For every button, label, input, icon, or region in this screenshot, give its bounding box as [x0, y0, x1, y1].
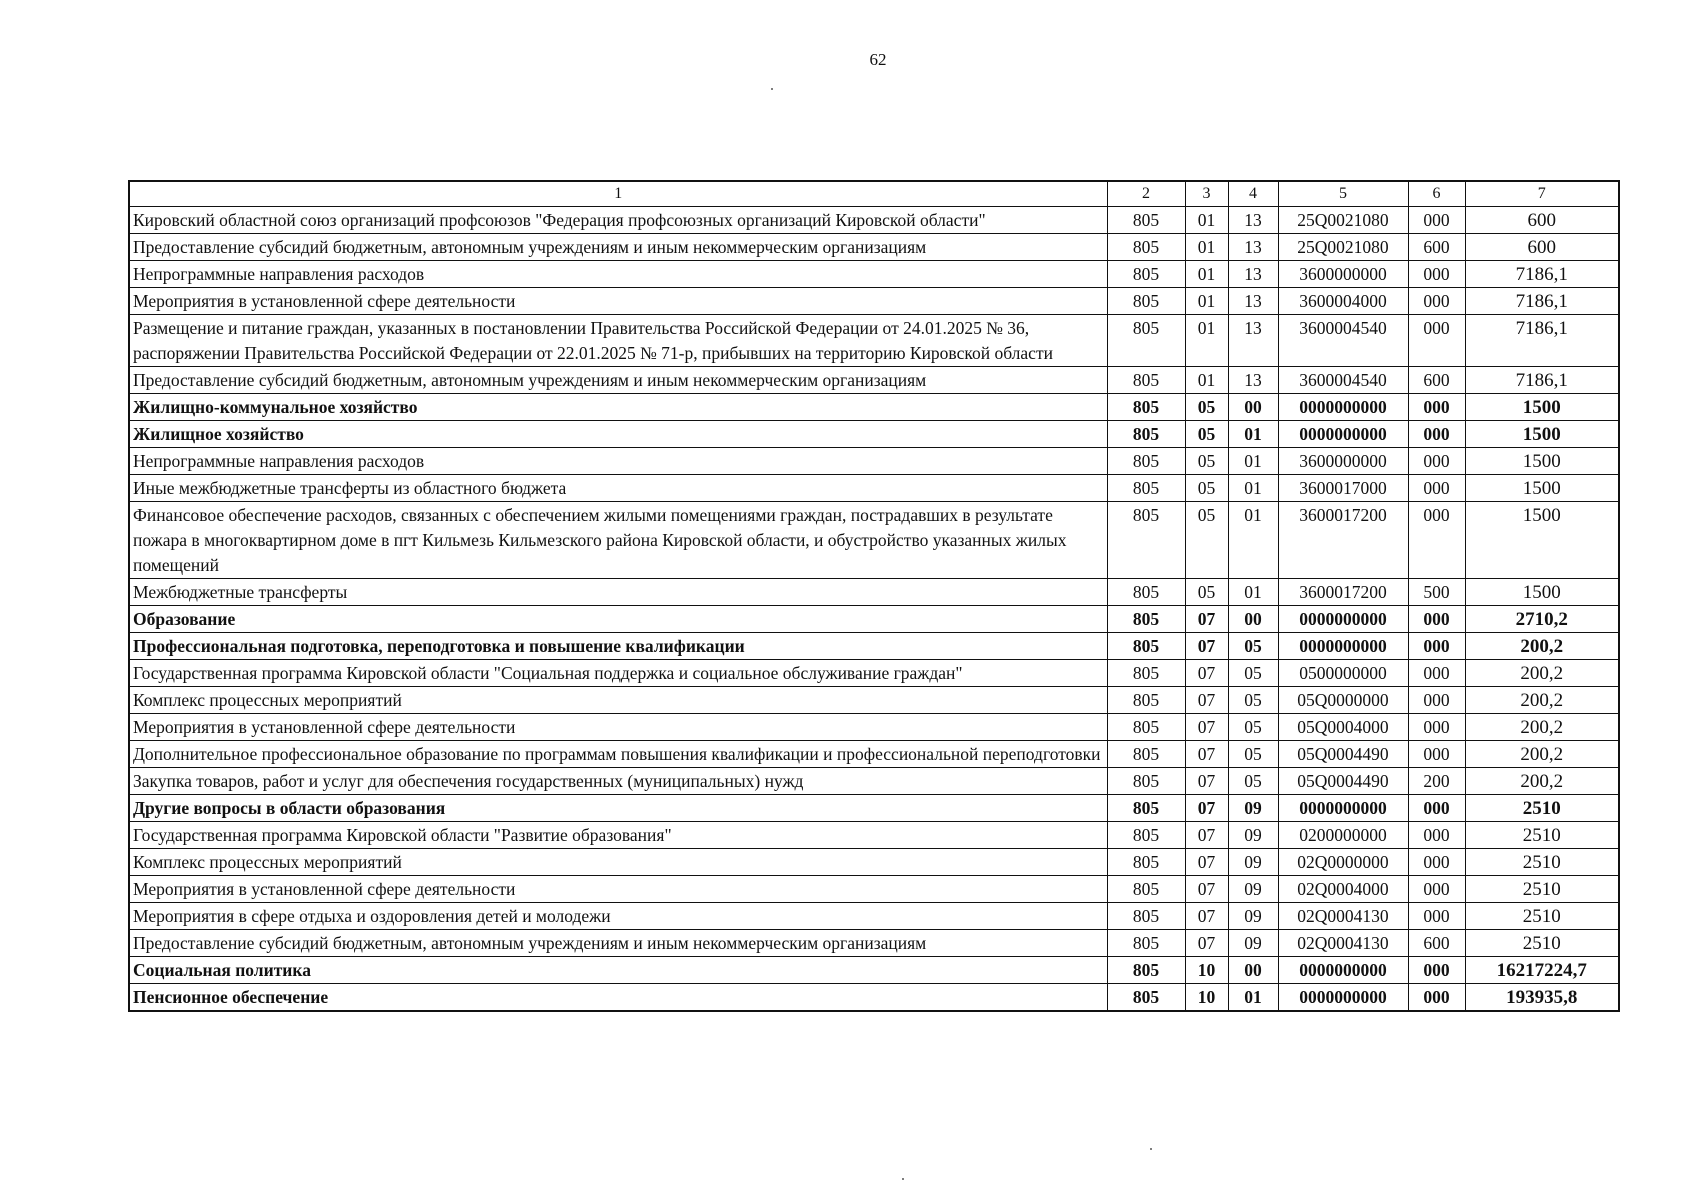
row-code-subsection: 01: [1228, 448, 1278, 475]
row-code-subsection: 05: [1228, 687, 1278, 714]
row-name: Государственная программа Кировской области "Развитие образования": [129, 822, 1107, 849]
column-header: 2: [1107, 181, 1185, 207]
table-row: [129, 768, 1619, 795]
row-code-target: 05Q0004490: [1278, 741, 1408, 768]
row-code-expense-type: 000: [1408, 687, 1465, 714]
row-code-target: 0000000000: [1278, 957, 1408, 984]
row-code-section: 01: [1185, 315, 1228, 367]
row-code-ministry: 805: [1107, 421, 1185, 448]
row-code-target: 05Q0004490: [1278, 768, 1408, 795]
row-code-target: 25Q0021080: [1278, 207, 1408, 234]
row-name: Иные межбюджетные трансферты из областного бюджета: [129, 475, 1107, 502]
row-name: Предоставление субсидий бюджетным, автономным учреждениям и иным некоммерческим организациям: [129, 234, 1107, 261]
table-row: [129, 234, 1619, 261]
row-code-expense-type: 000: [1408, 288, 1465, 315]
row-code-target: 3600000000: [1278, 261, 1408, 288]
row-code-expense-type: 000: [1408, 984, 1465, 1012]
table-row: [129, 822, 1619, 849]
row-code-subsection: 00: [1228, 394, 1278, 421]
row-code-expense-type: 600: [1408, 930, 1465, 957]
row-code-ministry: 805: [1107, 849, 1185, 876]
row-code-target: 0000000000: [1278, 394, 1408, 421]
column-header: 3: [1185, 181, 1228, 207]
row-code-target: 0000000000: [1278, 795, 1408, 822]
table-row: [129, 984, 1619, 1012]
row-name: Мероприятия в установленной сфере деятельности: [129, 288, 1107, 315]
row-code-section: 05: [1185, 475, 1228, 502]
page-number: 62: [869, 50, 887, 69]
row-code-subsection: 05: [1228, 741, 1278, 768]
row-amount: 16217224,7: [1465, 957, 1619, 984]
row-code-target: 02Q0004000: [1278, 876, 1408, 903]
row-code-subsection: 09: [1228, 822, 1278, 849]
row-code-target: 02Q0000000: [1278, 849, 1408, 876]
row-code-section: 07: [1185, 822, 1228, 849]
table-row: [129, 903, 1619, 930]
table-row: [129, 315, 1619, 367]
row-code-subsection: 09: [1228, 930, 1278, 957]
row-name: Кировский областной союз организаций профсоюзов "Федерация профсоюзных организаций Кировской области": [129, 207, 1107, 234]
row-amount: 1500: [1465, 394, 1619, 421]
column-header: 7: [1465, 181, 1619, 207]
row-code-ministry: 805: [1107, 687, 1185, 714]
row-code-ministry: 805: [1107, 475, 1185, 502]
table-row: [129, 421, 1619, 448]
row-code-expense-type: 600: [1408, 367, 1465, 394]
row-code-section: 07: [1185, 795, 1228, 822]
row-amount: 2510: [1465, 795, 1619, 822]
row-name: Профессиональная подготовка, переподготовка и повышение квалификации: [129, 633, 1107, 660]
row-code-ministry: 805: [1107, 660, 1185, 687]
row-amount: 1500: [1465, 421, 1619, 448]
row-amount: 1500: [1465, 579, 1619, 606]
row-code-ministry: 805: [1107, 822, 1185, 849]
row-code-subsection: 13: [1228, 367, 1278, 394]
row-code-section: 07: [1185, 687, 1228, 714]
row-code-expense-type: 000: [1408, 606, 1465, 633]
row-code-ministry: 805: [1107, 930, 1185, 957]
row-code-ministry: 805: [1107, 633, 1185, 660]
row-code-ministry: 805: [1107, 795, 1185, 822]
row-name: Предоставление субсидий бюджетным, автономным учреждениям и иным некоммерческим организациям: [129, 367, 1107, 394]
budget-table: [128, 180, 1620, 1012]
row-code-section: 07: [1185, 930, 1228, 957]
table-row: [129, 261, 1619, 288]
row-name: Непрограммные направления расходов: [129, 448, 1107, 475]
row-code-expense-type: 000: [1408, 957, 1465, 984]
row-name: Мероприятия в сфере отдыха и оздоровления детей и молодежи: [129, 903, 1107, 930]
row-code-section: 07: [1185, 768, 1228, 795]
row-code-subsection: 05: [1228, 633, 1278, 660]
row-amount: 2510: [1465, 822, 1619, 849]
row-code-expense-type: 000: [1408, 849, 1465, 876]
row-amount: 200,2: [1465, 660, 1619, 687]
row-code-section: 07: [1185, 741, 1228, 768]
row-code-expense-type: 000: [1408, 448, 1465, 475]
column-header: 1: [129, 181, 1107, 207]
row-amount: 7186,1: [1465, 261, 1619, 288]
row-code-target: 3600017200: [1278, 502, 1408, 579]
row-code-section: 05: [1185, 394, 1228, 421]
row-amount: 200,2: [1465, 633, 1619, 660]
row-name: Предоставление субсидий бюджетным, автономным учреждениям и иным некоммерческим организациям: [129, 930, 1107, 957]
row-code-subsection: 01: [1228, 421, 1278, 448]
table-row: [129, 502, 1619, 579]
row-code-section: 07: [1185, 714, 1228, 741]
table-row: [129, 957, 1619, 984]
row-code-subsection: 09: [1228, 876, 1278, 903]
row-name: Дополнительное профессиональное образование по программам повышения квалификации и профессиональной переподготовки: [129, 741, 1107, 768]
row-code-subsection: 01: [1228, 502, 1278, 579]
row-code-ministry: 805: [1107, 367, 1185, 394]
row-amount: 2510: [1465, 903, 1619, 930]
table-row: [129, 606, 1619, 633]
row-code-target: 0000000000: [1278, 606, 1408, 633]
row-code-expense-type: 000: [1408, 660, 1465, 687]
row-code-expense-type: 000: [1408, 502, 1465, 579]
table-row: [129, 849, 1619, 876]
row-code-target: 3600017200: [1278, 579, 1408, 606]
table-row: [129, 394, 1619, 421]
row-code-target: 02Q0004130: [1278, 930, 1408, 957]
table-row: [129, 687, 1619, 714]
row-code-target: 3600004000: [1278, 288, 1408, 315]
row-amount: 2510: [1465, 876, 1619, 903]
row-code-section: 01: [1185, 234, 1228, 261]
row-code-expense-type: 000: [1408, 903, 1465, 930]
row-name: Мероприятия в установленной сфере деятельности: [129, 714, 1107, 741]
row-code-target: 3600004540: [1278, 367, 1408, 394]
row-code-ministry: 805: [1107, 502, 1185, 579]
table-row: [129, 660, 1619, 687]
row-code-subsection: 00: [1228, 957, 1278, 984]
row-amount: 7186,1: [1465, 288, 1619, 315]
table-row: [129, 288, 1619, 315]
row-code-subsection: 01: [1228, 984, 1278, 1012]
row-code-section: 07: [1185, 606, 1228, 633]
table-row: [129, 475, 1619, 502]
row-code-expense-type: 000: [1408, 876, 1465, 903]
row-code-subsection: 09: [1228, 903, 1278, 930]
row-code-section: 07: [1185, 660, 1228, 687]
row-code-ministry: 805: [1107, 984, 1185, 1012]
row-code-ministry: 805: [1107, 315, 1185, 367]
column-header: 5: [1278, 181, 1408, 207]
row-code-section: 01: [1185, 207, 1228, 234]
row-name: Социальная политика: [129, 957, 1107, 984]
row-code-expense-type: 000: [1408, 475, 1465, 502]
row-code-ministry: 805: [1107, 957, 1185, 984]
row-code-subsection: 13: [1228, 288, 1278, 315]
row-code-section: 05: [1185, 421, 1228, 448]
row-code-section: 05: [1185, 448, 1228, 475]
row-code-expense-type: 000: [1408, 822, 1465, 849]
row-amount: 200,2: [1465, 714, 1619, 741]
row-code-ministry: 805: [1107, 768, 1185, 795]
row-code-expense-type: 000: [1408, 421, 1465, 448]
row-amount: 7186,1: [1465, 315, 1619, 367]
row-code-target: 05Q0004000: [1278, 714, 1408, 741]
row-code-expense-type: 000: [1408, 394, 1465, 421]
table-row: [129, 633, 1619, 660]
table-row: [129, 714, 1619, 741]
table-row: [129, 930, 1619, 957]
row-amount: 193935,8: [1465, 984, 1619, 1012]
row-code-ministry: 805: [1107, 234, 1185, 261]
row-code-target: 3600000000: [1278, 448, 1408, 475]
row-code-section: 07: [1185, 633, 1228, 660]
row-code-ministry: 805: [1107, 741, 1185, 768]
row-code-expense-type: 000: [1408, 714, 1465, 741]
row-code-ministry: 805: [1107, 606, 1185, 633]
row-name: Закупка товаров, работ и услуг для обеспечения государственных (муниципальных) нужд: [129, 768, 1107, 795]
row-code-section: 05: [1185, 579, 1228, 606]
row-code-ministry: 805: [1107, 579, 1185, 606]
row-code-ministry: 805: [1107, 394, 1185, 421]
row-amount: 1500: [1465, 448, 1619, 475]
row-amount: 200,2: [1465, 768, 1619, 795]
row-code-section: 10: [1185, 957, 1228, 984]
row-amount: 200,2: [1465, 741, 1619, 768]
row-code-target: 0000000000: [1278, 633, 1408, 660]
row-name: Финансовое обеспечение расходов, связанных с обеспечением жилыми помещениями граждан, пострадавших в результате пожара в многоквартирном доме в пгт Кильмезь Кильмезского района Кировской области, и обустройство указанных жилых помещений: [129, 502, 1107, 579]
row-amount: 1500: [1465, 502, 1619, 579]
row-code-target: 05Q0000000: [1278, 687, 1408, 714]
row-code-expense-type: 200: [1408, 768, 1465, 795]
row-code-subsection: 00: [1228, 606, 1278, 633]
table-row: [129, 876, 1619, 903]
scan-speck: [902, 1178, 904, 1180]
row-code-target: 3600004540: [1278, 315, 1408, 367]
row-code-subsection: 05: [1228, 768, 1278, 795]
row-name: Жилищно-коммунальное хозяйство: [129, 394, 1107, 421]
row-code-ministry: 805: [1107, 714, 1185, 741]
row-code-expense-type: 000: [1408, 795, 1465, 822]
row-name: Размещение и питание граждан, указанных в постановлении Правительства Российской Федерации от 24.01.2025 № 36, распоряжении Правительства Российской Федерации от 22.01.2025 № 71-р, прибывших на территорию Кировской области: [129, 315, 1107, 367]
scan-speck: [771, 88, 773, 90]
row-code-subsection: 05: [1228, 714, 1278, 741]
row-name: Непрограммные направления расходов: [129, 261, 1107, 288]
row-code-section: 10: [1185, 984, 1228, 1012]
row-code-ministry: 805: [1107, 876, 1185, 903]
table-row: [129, 795, 1619, 822]
row-code-target: 3600017000: [1278, 475, 1408, 502]
row-code-subsection: 13: [1228, 261, 1278, 288]
row-name: Комплекс процессных мероприятий: [129, 687, 1107, 714]
scan-speck: [1150, 1148, 1152, 1150]
row-code-expense-type: 500: [1408, 579, 1465, 606]
table-body: [129, 207, 1619, 1012]
row-amount: 2510: [1465, 849, 1619, 876]
row-code-ministry: 805: [1107, 288, 1185, 315]
row-code-section: 01: [1185, 367, 1228, 394]
row-code-section: 07: [1185, 903, 1228, 930]
row-amount: 2710,2: [1465, 606, 1619, 633]
row-code-expense-type: 600: [1408, 234, 1465, 261]
row-code-section: 07: [1185, 849, 1228, 876]
row-name: Мероприятия в установленной сфере деятельности: [129, 876, 1107, 903]
row-code-expense-type: 000: [1408, 261, 1465, 288]
row-name: Образование: [129, 606, 1107, 633]
row-code-subsection: 13: [1228, 234, 1278, 261]
row-code-target: 0200000000: [1278, 822, 1408, 849]
row-code-target: 0000000000: [1278, 421, 1408, 448]
row-code-expense-type: 000: [1408, 633, 1465, 660]
table-row: [129, 207, 1619, 234]
row-code-subsection: 05: [1228, 660, 1278, 687]
row-amount: 1500: [1465, 475, 1619, 502]
row-code-ministry: 805: [1107, 207, 1185, 234]
row-code-section: 05: [1185, 502, 1228, 579]
table-row: [129, 741, 1619, 768]
row-name: Другие вопросы в области образования: [129, 795, 1107, 822]
row-code-section: 01: [1185, 261, 1228, 288]
column-header: 4: [1228, 181, 1278, 207]
table-row: [129, 579, 1619, 606]
row-code-section: 07: [1185, 876, 1228, 903]
row-code-target: 0000000000: [1278, 984, 1408, 1012]
row-amount: 7186,1: [1465, 367, 1619, 394]
row-code-subsection: 09: [1228, 849, 1278, 876]
column-header: 6: [1408, 181, 1465, 207]
row-code-subsection: 09: [1228, 795, 1278, 822]
row-name: Государственная программа Кировской области "Социальная поддержка и социальное обслуживание граждан": [129, 660, 1107, 687]
row-name: Комплекс процессных мероприятий: [129, 849, 1107, 876]
row-code-section: 01: [1185, 288, 1228, 315]
row-code-expense-type: 000: [1408, 741, 1465, 768]
row-code-target: 0500000000: [1278, 660, 1408, 687]
row-code-expense-type: 000: [1408, 207, 1465, 234]
row-code-ministry: 805: [1107, 448, 1185, 475]
row-code-expense-type: 000: [1408, 315, 1465, 367]
row-code-ministry: 805: [1107, 261, 1185, 288]
row-code-target: 25Q0021080: [1278, 234, 1408, 261]
row-amount: 600: [1465, 207, 1619, 234]
table-header-row: [129, 181, 1619, 207]
row-code-target: 02Q0004130: [1278, 903, 1408, 930]
row-code-subsection: 01: [1228, 579, 1278, 606]
row-name: Жилищное хозяйство: [129, 421, 1107, 448]
row-code-ministry: 805: [1107, 903, 1185, 930]
row-name: Межбюджетные трансферты: [129, 579, 1107, 606]
row-amount: 600: [1465, 234, 1619, 261]
row-name: Пенсионное обеспечение: [129, 984, 1107, 1012]
row-code-subsection: 13: [1228, 315, 1278, 367]
table-row: [129, 367, 1619, 394]
table-row: [129, 448, 1619, 475]
row-amount: 200,2: [1465, 687, 1619, 714]
row-code-subsection: 13: [1228, 207, 1278, 234]
row-amount: 2510: [1465, 930, 1619, 957]
row-code-subsection: 01: [1228, 475, 1278, 502]
